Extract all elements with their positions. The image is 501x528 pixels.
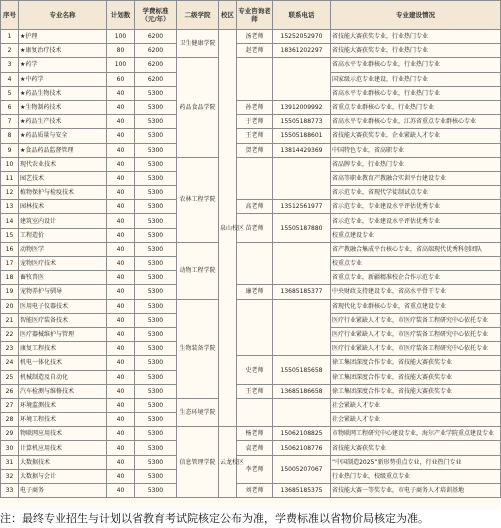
- table-row: [1, 441, 501, 455]
- header-college: 二级学院: [177, 1, 219, 30]
- header-phone: 联系电话: [273, 1, 331, 30]
- advisor-name: 苗老师: [237, 214, 273, 242]
- plan-count: 40: [107, 469, 135, 483]
- major-name: 植物保护与检疫技术: [19, 186, 107, 200]
- row-index: 17: [1, 257, 19, 271]
- plan-count: 40: [107, 285, 135, 299]
- advisor-phone: 15505188773: [273, 115, 331, 129]
- major-description: 省高水平专业群核心专业，江苏省重点专业群核心专业: [331, 115, 501, 129]
- advisor-phone: 13814429369: [273, 143, 331, 157]
- advisor-name: 廉老师: [237, 285, 273, 299]
- major-description: 中国特色专业，省高职专业: [331, 143, 501, 157]
- header-major: 专业名称: [19, 1, 107, 30]
- row-index: 33: [1, 484, 19, 498]
- major-name: ★药品生产技术: [19, 115, 107, 129]
- major-description: 社会紧缺人才专业: [331, 398, 501, 412]
- header-index: 序号: [1, 1, 19, 30]
- advisor-name: 贺老师: [237, 143, 273, 157]
- major-description: 省技能大赛获奖专业: [331, 441, 501, 455]
- plan-count: 100: [107, 30, 135, 44]
- table-row: [1, 484, 501, 498]
- row-index: 27: [1, 398, 19, 412]
- major-name: ★药品生物技术: [19, 86, 107, 100]
- row-index: 18: [1, 271, 19, 285]
- college-name: 卫生健康学院: [177, 30, 219, 58]
- plan-count: 40: [107, 257, 135, 271]
- table-row: [1, 44, 501, 58]
- tuition: 5300: [135, 384, 177, 398]
- major-description: 徐工集团深度合作专业，省技能大赛获奖专业: [331, 356, 501, 370]
- row-index: 19: [1, 285, 19, 299]
- advisor-name: 王老师: [237, 129, 273, 143]
- major-description: “中国制造2025”新形势重点专业，行业热门专业: [331, 455, 501, 469]
- advisor-phone: [273, 299, 331, 356]
- advisor-phone: 18361202297: [273, 44, 331, 58]
- table-row: [1, 398, 501, 412]
- major-name: ★康复治疗技术: [19, 44, 107, 58]
- row-index: 6: [1, 100, 19, 114]
- major-name: 大数据技术: [19, 455, 107, 469]
- major-name: 建筑室内设计: [19, 214, 107, 228]
- plan-count: 80: [107, 44, 135, 58]
- campus-name: 泉山校区: [219, 30, 237, 427]
- table-body: [1, 30, 501, 498]
- table-row: [1, 200, 501, 214]
- college-name: 药品食品学院: [177, 58, 219, 157]
- row-index: 20: [1, 299, 19, 313]
- plan-count: 40: [107, 129, 135, 143]
- table-row: [1, 242, 501, 256]
- major-description: 省技能大赛一等奖专业，市电子商务人才培训基地: [331, 484, 501, 498]
- row-index: 8: [1, 129, 19, 143]
- advisor-name: [237, 242, 273, 285]
- tuition: 5300: [135, 86, 177, 100]
- college-name: 生态环境学院: [177, 398, 219, 426]
- advisor-name: 赵老师: [237, 44, 273, 58]
- major-name: ★生物制药技术: [19, 100, 107, 114]
- row-index: 25: [1, 370, 19, 384]
- advisor-phone: [273, 58, 331, 101]
- major-description: 省产教融合集成平台核心专业，省高端现代优秀科创团队: [331, 242, 501, 256]
- tuition: 5300: [135, 342, 177, 356]
- major-description: 社会紧缺人才专业: [331, 413, 501, 427]
- plan-count: 40: [107, 299, 135, 313]
- tuition: 5300: [135, 143, 177, 157]
- major-name: ★食品药品监督管理: [19, 143, 107, 157]
- tuition: 6200: [135, 30, 177, 44]
- college-name: 农林工程学院: [177, 157, 219, 242]
- advisor-name: 高老师: [237, 200, 273, 214]
- row-index: 2: [1, 44, 19, 58]
- plan-count: 40: [107, 356, 135, 370]
- row-index: 14: [1, 214, 19, 228]
- plan-count: 40: [107, 327, 135, 341]
- major-description: 省技能大赛获奖专业，企业紧缺人才专业: [331, 129, 501, 143]
- major-description: 省高等职业教育产教融合实训平台建设专业: [331, 171, 501, 185]
- major-name: 康复工程技术: [19, 342, 107, 356]
- table-row: [1, 285, 501, 299]
- major-name: 机电一体化技术: [19, 356, 107, 370]
- tuition: 5300: [135, 242, 177, 256]
- major-name: 园林技术: [19, 200, 107, 214]
- row-index: 30: [1, 441, 19, 455]
- tuition: 6200: [135, 44, 177, 58]
- row-index: 21: [1, 313, 19, 327]
- plan-count: 40: [107, 115, 135, 129]
- major-name: 环境监测技术: [19, 398, 107, 412]
- major-name: 物联网应用技术: [19, 427, 107, 441]
- major-description: 医疗行业紧缺人才专业，市医疗装备工程研究中心依托专业: [331, 313, 501, 327]
- row-index: 28: [1, 413, 19, 427]
- advisor-phone: 13912009992: [273, 100, 331, 114]
- tuition: 5300: [135, 100, 177, 114]
- advisor-name: [237, 299, 273, 356]
- plan-count: 40: [107, 342, 135, 356]
- row-index: 16: [1, 242, 19, 256]
- table-row: [1, 100, 501, 114]
- table-row: [1, 384, 501, 398]
- college-name: 动物工程学院: [177, 242, 219, 299]
- tuition: 5300: [135, 171, 177, 185]
- campus-name: 云龙校区: [219, 427, 237, 498]
- major-name: 工程造价: [19, 228, 107, 242]
- major-description: 省重点专业，新疆精准校企合作示范专业: [331, 271, 501, 285]
- table-row: [1, 129, 501, 143]
- plan-count: 40: [107, 100, 135, 114]
- row-index: 9: [1, 143, 19, 157]
- advisor-phone: 13512561977: [273, 200, 331, 214]
- table-row: [1, 30, 501, 44]
- table-header-row: [1, 1, 501, 30]
- row-index: 23: [1, 342, 19, 356]
- advisor-name: 王老师: [237, 384, 273, 398]
- tuition: 5300: [135, 313, 177, 327]
- plan-count: 40: [107, 143, 135, 157]
- advisor-name: 杨老师: [237, 427, 273, 441]
- major-name: 汽车检测与维修技术: [19, 384, 107, 398]
- major-description: 国家级示范专业建设，行业热门专业: [331, 72, 501, 86]
- plan-count: 40: [107, 441, 135, 455]
- table-row: [1, 157, 501, 171]
- advisor-phone: 15252052970: [273, 30, 331, 44]
- header-plan: 计划数: [107, 1, 135, 30]
- advisor-phone: 15505185658: [273, 356, 331, 384]
- tuition: 5300: [135, 228, 177, 242]
- major-description: 省示范专业，专业建设水平评估优秀专业: [331, 200, 501, 214]
- tuition: 5300: [135, 441, 177, 455]
- advisor-name: 孙老师: [237, 100, 273, 114]
- major-description: 医疗行业紧缺人才专业，市医疗装备工程研究中心依托专业: [331, 327, 501, 341]
- major-name: 大数据与会计: [19, 469, 107, 483]
- tuition: 5300: [135, 484, 177, 498]
- major-description: 市物联网工程研究中心建设专业，海尔产业学院重点建设专业: [331, 427, 501, 441]
- advisor-name: 袁老师: [237, 441, 273, 455]
- major-name: 现代农业技术: [19, 157, 107, 171]
- college-name: 信息管理学院: [177, 427, 219, 498]
- header-description: 专业建设情况: [331, 1, 501, 30]
- row-index: 31: [1, 455, 19, 469]
- major-name: ★护理: [19, 30, 107, 44]
- advisor-phone: [273, 242, 331, 285]
- plan-count: 40: [107, 86, 135, 100]
- plan-count: 40: [107, 157, 135, 171]
- row-index: 1: [1, 30, 19, 44]
- tuition: 5300: [135, 455, 177, 469]
- major-description: 徐工集团深度合作专业，省技能大赛获奖专业: [331, 370, 501, 384]
- row-index: 15: [1, 228, 19, 242]
- tuition: 5300: [135, 469, 177, 483]
- major-name: ★药学: [19, 58, 107, 72]
- tuition: 5300: [135, 427, 177, 441]
- row-index: 22: [1, 327, 19, 341]
- major-description: 省重点专业群核心专业，行业热门专业: [331, 100, 501, 114]
- advisor-phone: [273, 398, 331, 426]
- tuition: 5300: [135, 299, 177, 313]
- major-description: 省高水平专业群核心专业，行业热门专业: [331, 58, 501, 72]
- advisor-phone: 15505187880: [273, 214, 331, 242]
- tuition: 5300: [135, 370, 177, 384]
- row-index: 12: [1, 186, 19, 200]
- plan-count: 100: [107, 58, 135, 72]
- tuition: 5300: [135, 115, 177, 129]
- plan-count: 40: [107, 200, 135, 214]
- plan-count: 40: [107, 370, 135, 384]
- header-campus: 校区: [219, 1, 237, 30]
- tuition: 5300: [135, 129, 177, 143]
- major-description: 中央财政支持建设专业，省高水平骨干专业: [331, 285, 501, 299]
- header-advisor: 专业咨询老师: [237, 1, 273, 30]
- major-description: 省现代化专业群核心专业，省重点建设专业: [331, 299, 501, 313]
- row-index: 32: [1, 469, 19, 483]
- advisor-name: [237, 157, 273, 200]
- plan-count: 40: [107, 455, 135, 469]
- major-name: 智能医疗装备技术: [19, 313, 107, 327]
- table-row: [1, 455, 501, 469]
- major-name: 环境工程技术: [19, 413, 107, 427]
- plan-count: 60: [107, 72, 135, 86]
- table-row: [1, 58, 501, 72]
- advisor-phone: 15062108776: [273, 441, 331, 455]
- row-index: 24: [1, 356, 19, 370]
- tuition: 5300: [135, 200, 177, 214]
- advisor-phone: 15505188601: [273, 129, 331, 143]
- advisor-name: [237, 398, 273, 426]
- major-description: 校重点专业: [331, 257, 501, 271]
- advisor-name: 史老师: [237, 356, 273, 384]
- header-tuition: 学费标准（元/年）: [135, 1, 177, 30]
- advisor-phone: 15062108825: [273, 427, 331, 441]
- major-name: 医用电子仪器技术: [19, 299, 107, 313]
- advisor-name: 于老师: [237, 115, 273, 129]
- major-name: 计算机应用技术: [19, 441, 107, 455]
- plan-count: 40: [107, 271, 135, 285]
- major-description: 省技能大赛获奖专业，行业热门专业: [331, 30, 501, 44]
- tuition: 6200: [135, 72, 177, 86]
- major-description: 省示范专业，专业建设水平评估优秀专业: [331, 214, 501, 228]
- major-description: 省示范专业，省现代学徒制试点专业: [331, 186, 501, 200]
- college-name: 生物装备学院: [177, 299, 219, 398]
- plan-count: 40: [107, 413, 135, 427]
- row-index: 29: [1, 427, 19, 441]
- plan-count: 40: [107, 384, 135, 398]
- tuition: 5300: [135, 413, 177, 427]
- tuition: 5300: [135, 285, 177, 299]
- tuition: 5300: [135, 186, 177, 200]
- major-description: 省品牌专业，行业热门专业: [331, 157, 501, 171]
- plan-count: 40: [107, 242, 135, 256]
- tuition: 5300: [135, 356, 177, 370]
- major-name: 宠物医疗技术: [19, 257, 107, 271]
- advisor-phone: 13685186658: [273, 384, 331, 398]
- major-name: 动物医学: [19, 242, 107, 256]
- plan-count: 40: [107, 484, 135, 498]
- advisor-name: 李老师: [237, 455, 273, 483]
- row-index: 3: [1, 58, 19, 72]
- major-name: ★中药学: [19, 72, 107, 86]
- major-description: 省技能大赛获奖专业，行业热门专业: [331, 44, 501, 58]
- row-index: 11: [1, 171, 19, 185]
- major-name: 园艺技术: [19, 171, 107, 185]
- table-row: [1, 356, 501, 370]
- row-index: 13: [1, 200, 19, 214]
- plan-count: 40: [107, 214, 135, 228]
- advisor-name: [237, 58, 273, 101]
- major-name: 宠物养护与驯导: [19, 285, 107, 299]
- tuition: 5300: [135, 157, 177, 171]
- plan-count: 40: [107, 398, 135, 412]
- major-description: 徐工集团深度合作专业，省技能大赛获奖专业: [331, 384, 501, 398]
- major-name: 畜牧兽医: [19, 271, 107, 285]
- advisor-name: 汤老师: [237, 30, 273, 44]
- plan-count: 40: [107, 313, 135, 327]
- major-name: 电子商务: [19, 484, 107, 498]
- advisor-phone: [273, 157, 331, 200]
- row-index: 4: [1, 72, 19, 86]
- major-name: 机械制造及自动化: [19, 370, 107, 384]
- tuition: 5300: [135, 398, 177, 412]
- advisor-phone: 13685185375: [273, 484, 331, 498]
- plan-count: 40: [107, 228, 135, 242]
- tuition: 5300: [135, 327, 177, 341]
- advisor-name: 刘老师: [237, 484, 273, 498]
- plan-count: 40: [107, 427, 135, 441]
- advisor-phone: 15005207067: [273, 455, 331, 483]
- table-row: [1, 115, 501, 129]
- major-name: 医疗器械维护与管理: [19, 327, 107, 341]
- tuition: 5300: [135, 214, 177, 228]
- major-description: 省高水平专业群核心专业，行业热门专业: [331, 86, 501, 100]
- advisor-phone: 13685185377: [273, 285, 331, 299]
- plan-count: 40: [107, 171, 135, 185]
- major-description: 医疗行业紧缺人才专业，市医疗装备工程研究中心依托专业: [331, 342, 501, 356]
- major-description: 行业热门专业，校级重点专业: [331, 469, 501, 483]
- plan-count: 40: [107, 186, 135, 200]
- row-index: 10: [1, 157, 19, 171]
- table-row: [1, 427, 501, 441]
- table-row: [1, 143, 501, 157]
- table-row: [1, 299, 501, 313]
- row-index: 5: [1, 86, 19, 100]
- tuition: 5300: [135, 257, 177, 271]
- table-row: [1, 214, 501, 228]
- row-index: 7: [1, 115, 19, 129]
- row-index: 26: [1, 384, 19, 398]
- tuition: 5300: [135, 271, 177, 285]
- major-description: 校重点建设专业: [331, 228, 501, 242]
- tuition: 6200: [135, 58, 177, 72]
- footnote: 注：最终专业招生与计划以省教育考试院核定公布为准，学费标准以省物价局核定为准。: [0, 509, 500, 528]
- major-name: ★药品质量与安全: [19, 129, 107, 143]
